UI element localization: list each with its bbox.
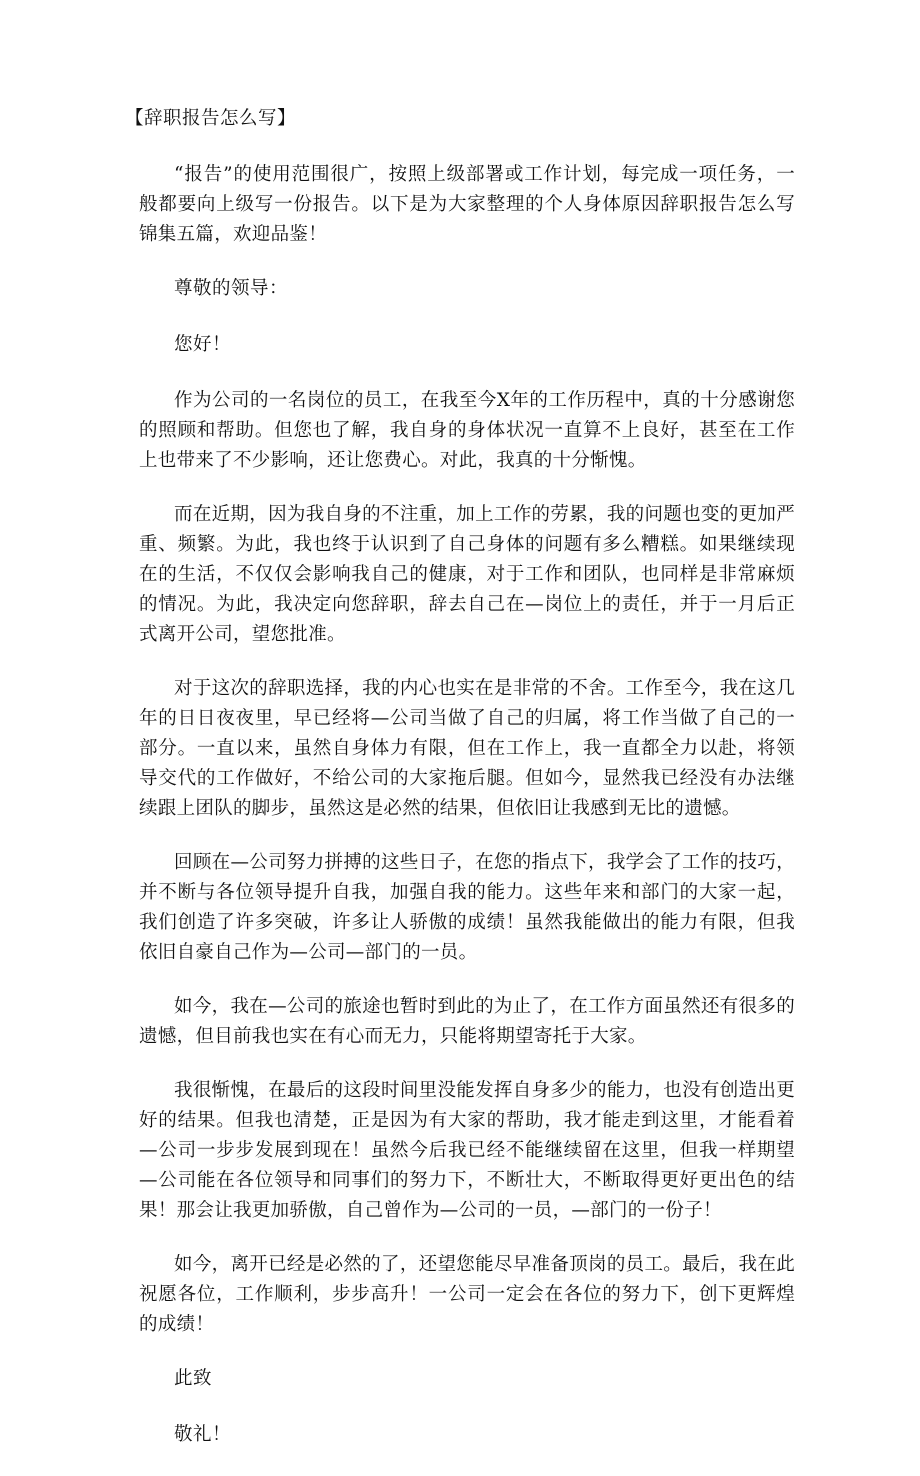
body-paragraph-7: 如今，离开已经是必然的了，还望您能尽早准备顶岗的员工。最后，我在此祝愿各位，工作顺利，步步高升！一公司一定会在各位的努力下，创下更辉煌的成绩！ <box>139 1254 795 1335</box>
body-paragraph-4: 回顾在—公司努力拼搏的这些日子，在您的指点下，我学会了工作的技巧，并不断与各位领导提升自我，加强自我的能力。这些年来和部门的大家一起，我们创造了许多突破，许多让人骄傲的成绩！虽然我能做出的能力有限，但我依旧自豪自己作为—公司—部门的一员。 <box>139 852 795 963</box>
intro-paragraph: “报告”的使用范围很广，按照上级部署或工作计划，每完成一项任务，一般都要向上级写一份报告。以下是为大家整理的个人身体原因辞职报告怎么写锦集五篇，欢迎品鉴！ <box>139 164 795 245</box>
body-paragraph-1: 作为公司的一名岗位的员工，在我至今X年的工作历程中，真的十分感谢您的照顾和帮助。但您也了解，我自身的身体状况一直算不上良好，甚至在工作上也带来了不少影响，还让您费心。对此，我真的十分惭愧。 <box>139 390 795 471</box>
greeting: 您好！ <box>174 334 232 355</box>
body-paragraph-6: 我很惭愧，在最后的这段时间里没能发挥自身多少的能力，也没有创造出更好的结果。但我也清楚，正是因为有大家的帮助，我才能走到这里，才能看着—公司一步步发展到现在！虽然今后我已经不能继续留在这里，但我一样期望—公司能在各位领导和同事们的努力下，不断壮大，不断取得更好更出色的结果！那会让我更加骄傲，自己曾作为—公司的一员，—部门的一份子！ <box>139 1080 795 1221</box>
resignation-letter <box>125 104 795 1476</box>
closing-line-1: 此致 <box>174 1368 213 1389</box>
body-paragraph-2: 而在近期，因为我自身的不注重，加上工作的劳累，我的问题也变的更加严重、频繁。为此，我也终于认识到了自己身体的问题有多么糟糕。如果继续现在的生活，不仅仅会影响我自己的健康，对于工作和团队，也同样是非常麻烦的情况。为此，我决定向您辞职，辞去自己在—岗位上的责任，并于一月后正式离开公司，望您批准。 <box>139 504 795 645</box>
body-paragraph-3: 对于这次的辞职选择，我的内心也实在是非常的不舍。工作至今，我在这几年的日日夜夜里，早已经将—公司当做了自己的归属，将工作当做了自己的一部分。一直以来，虽然自身体力有限，但在工作上，我一直都全力以赴，将领导交代的工作做好，不给公司的大家拖后腿。但如今，显然我已经没有办法继续跟上团队的脚步，虽然这是必然的结果，但依旧让我感到无比的遗憾。 <box>139 678 795 819</box>
document-title: 【辞职报告怎么写】 <box>125 108 297 129</box>
body-paragraph-5: 如今，我在—公司的旅途也暂时到此的为止了，在工作方面虽然还有很多的遗憾，但目前我也实在有心而无力，只能将期望寄托于大家。 <box>139 996 795 1047</box>
closing-line-2: 敬礼！ <box>174 1424 232 1445</box>
salutation: 尊敬的领导： <box>174 278 289 299</box>
